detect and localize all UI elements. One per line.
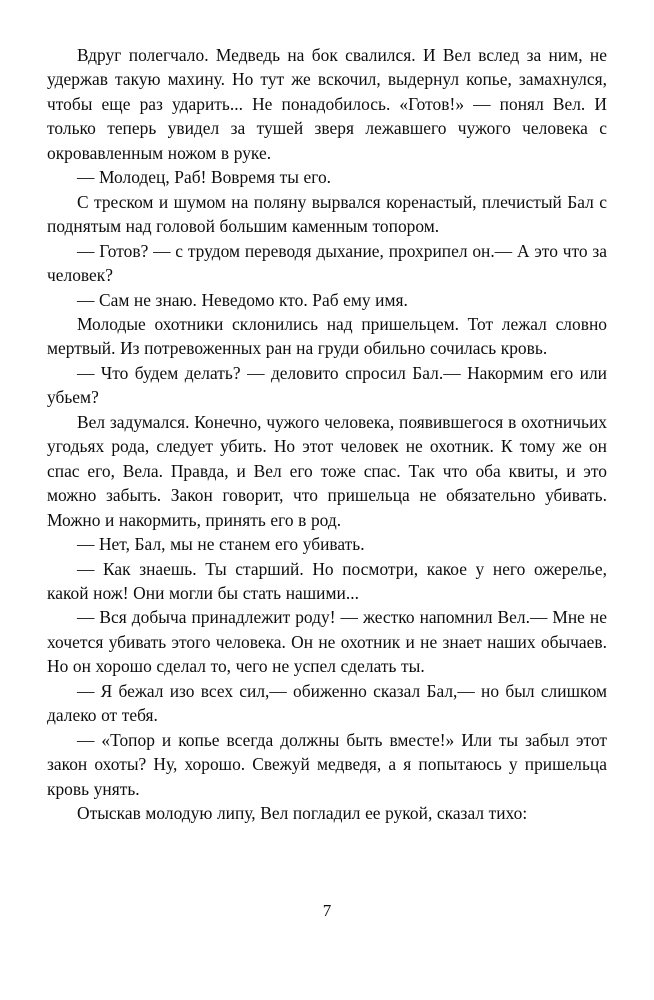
paragraph: — Нет, Бал, мы не станем его убивать. [77, 534, 365, 555]
paragraph: Вдруг полегчало. Медведь на бок свалился. И Вел вслед за ним, не удержав такую махину. Но тут же вскочил, выдернул копье, замахнулся, чтобы еще раз ударить... Не понадобилось. «Готов!» — понял Вел. И только теперь увидел за тушей зверя лежавшего чужого человека с окровавленным ножом в руке. [47, 45, 607, 163]
paragraph: — Как знаешь. Ты старший. Но посмотри, какое у него ожерелье, какой нож! Они могли бы стать нашими... [47, 558, 607, 603]
paragraph: — «Топор и копье всегда должны быть вместе!» Или ты забыл этот закон охоты? Ну, хорошо. Свежуй медведя, а я попытаюсь у пришельца кровь унять. [47, 729, 607, 799]
paragraph: — Вся добыча принадлежит роду! — жестко напомнил Вел.— Мне не хочется убивать этого человека. Он не охотник и не знает наших обычаев. Но он хорошо сделал то, чего не успел сделать ты. [47, 607, 607, 677]
paragraph: — Что будем делать? — деловито спросил Бал.— Накормим его или убьем? [47, 362, 607, 408]
paragraph: Отыскав молодую липу, Вел погладил ее рукой, сказал тихо: [77, 803, 528, 824]
paragraph: — Готов? — с трудом переводя дыхание, прохрипел он.— А это что за человек? [47, 240, 607, 286]
paragraph: — Молодец, Раб! Вовремя ты его. [77, 167, 332, 188]
paragraph: — Сам не знаю. Неведомо кто. Раб ему имя. [77, 289, 408, 310]
body-text-block [47, 43, 607, 826]
page-number: 7 [322, 901, 332, 920]
paragraph: С треском и шумом на поляну вырвался коренастый, плечистый Бал с поднятым над головой большим каменным топором. [47, 191, 607, 237]
paragraph: Вел задумался. Конечно, чужого человека, появившегося в охотничьих угодьях рода, следует убить. Но этот человек не охотник. К тому же он спас его, Вела. Правда, и Вел его тоже спас. Так что оба квиты, и это можно забыть. Закон говорит, что пришельца не обязательно убивать. Можно и накормить, принять его в род. [47, 411, 607, 530]
paragraph: Молодые охотники склонились над пришельцем. Тот лежал словно мертвый. Из потревоженных ран на груди обильно сочилась кровь. [47, 313, 607, 359]
paragraph: — Я бежал изо всех сил,— обиженно сказал Бал,— но был слишком далеко от тебя. [47, 680, 607, 726]
